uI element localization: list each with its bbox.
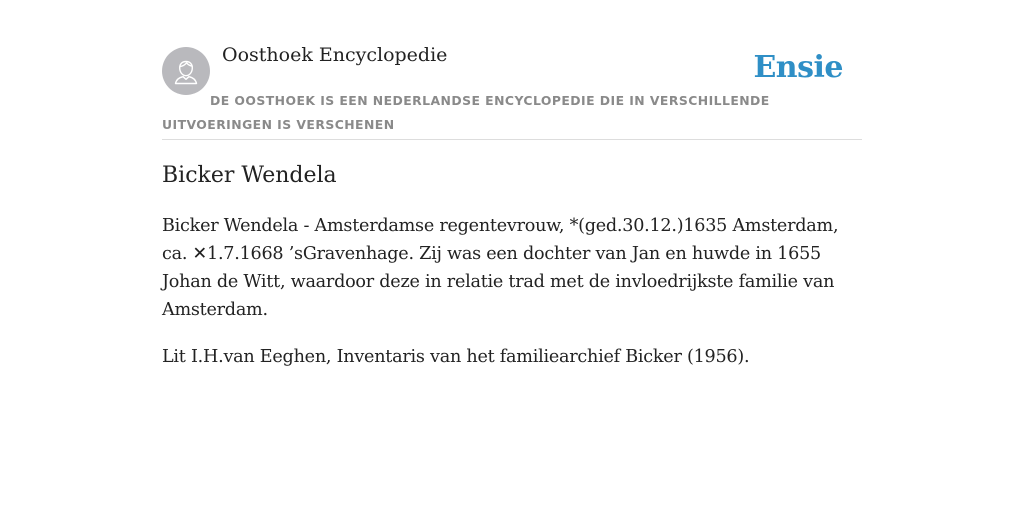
- ensie-logo[interactable]: Ensie: [753, 50, 843, 85]
- article-title: Bicker Wendela: [162, 163, 337, 188]
- page-header: [162, 0, 862, 140]
- site-description: DE OOSTHOEK IS EEN NEDERLANDSE ENCYCLOPEDIE DIE IN VERSCHILLENDE UITVOERINGEN IS VERSCHENEN: [162, 93, 770, 132]
- main-content: [162, 0, 862, 371]
- avatar[interactable]: [162, 47, 210, 95]
- site-name[interactable]: Oosthoek Encyclopedie: [222, 44, 448, 66]
- article-paragraph: Bicker Wendela - Amsterdamse regentevrouw, *(ged.30.12.)1635 Amsterdam, ca. ✕1.7.1668 ’sGravenhage. Zij was een dochter van Jan en huwde in 1655 Johan de Witt, waardoor deze in relatie trad met de invloedrijkste familie van Amsterdam.: [162, 216, 839, 320]
- article-literature: Lit I.H.van Eeghen, Inventaris van het familiearchief Bicker (1956).: [162, 347, 750, 367]
- user-icon: [162, 47, 210, 95]
